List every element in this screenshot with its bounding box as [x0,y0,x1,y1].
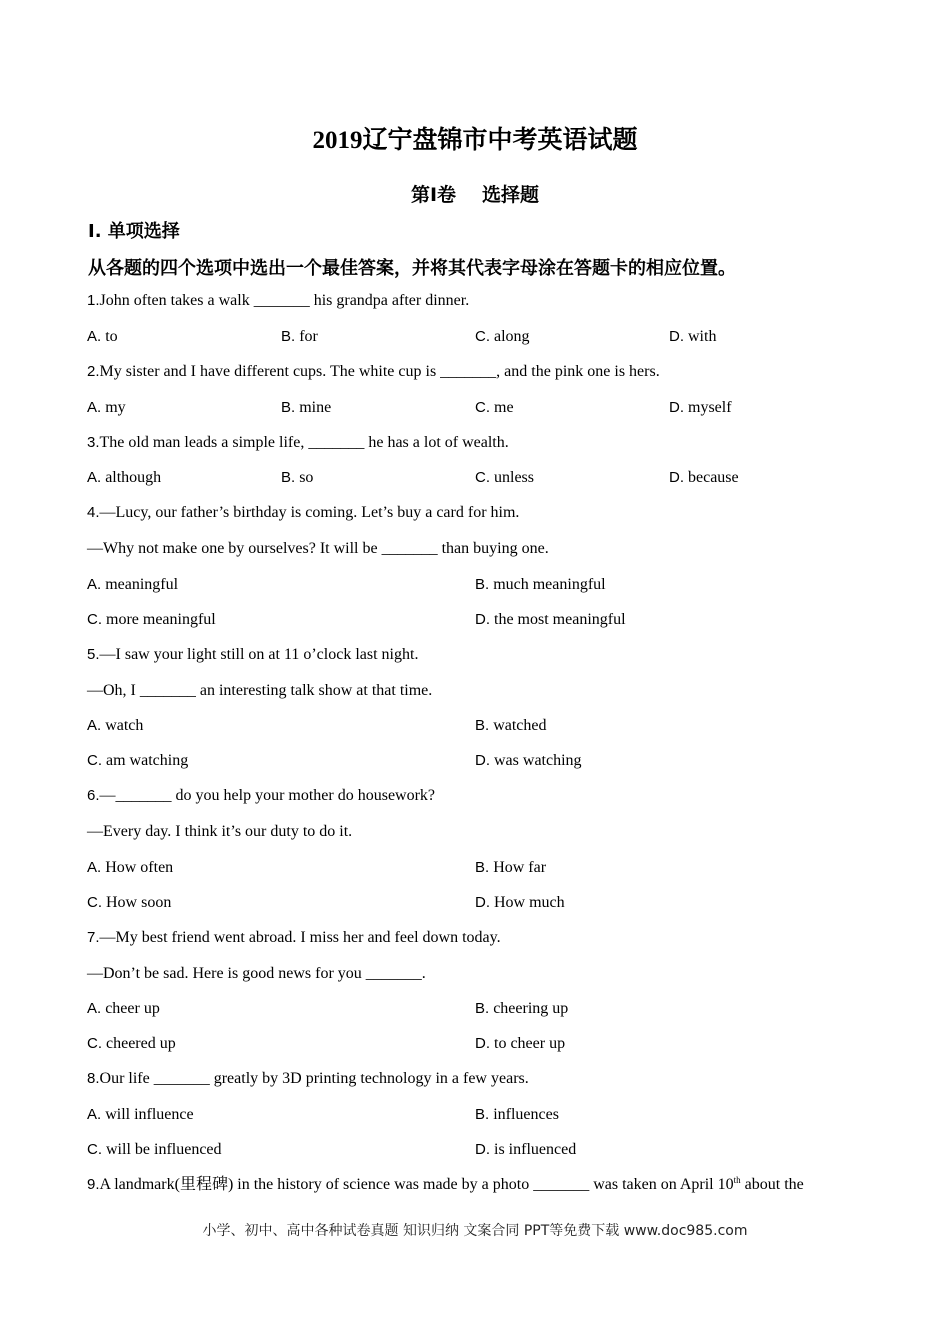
q5-option-d: D. was watching [475,752,582,769]
q6-option-d: D. How much [475,894,565,911]
question-7-stem: 7.—My best friend went abroad. I miss her and feel down today. [87,929,501,946]
q3-option-d: D. because [669,469,739,486]
question-1-stem: 1.John often takes a walk _______ his grandpa after dinner. [87,292,470,309]
question-5-stem: 5.—I saw your light still on at 11 o’clock last night. [87,646,419,663]
title-text: 辽宁盘锦市中考英语试题 [362,125,638,154]
document-title [0,120,950,156]
question-2-stem: 2.My sister and I have different cups. The white cup is _______, and the pink one is hers. [87,363,660,380]
q5-option-c: C. am watching [87,752,189,769]
volume-name: 选择题 [482,184,540,206]
q6-option-a: A. How often [87,859,174,876]
q1-option-b: B. for [281,328,318,345]
q1-option-a: A. to [87,328,118,345]
page-footer: 小学、初中、高中各种试卷真题 知识归纳 文案合同 PPT等免费下载 www.doc985.com [202,1223,748,1239]
volume-label: 第Ⅰ卷 [410,184,457,206]
q5-option-b: B. watched [475,717,547,734]
q1-option-c: C. along [475,328,530,345]
question-7-reply: —Don’t be sad. Here is good news for you _______. [87,965,426,982]
q4-option-c: C. more meaningful [87,611,216,628]
question-6-stem: 6.—_______ do you help your mother do housework? [87,787,436,804]
q7-option-c: C. cheered up [87,1035,176,1052]
q3-option-a: A. although [87,469,162,486]
q8-option-b: B. influences [475,1106,559,1123]
question-3-stem: 3.The old man leads a simple life, _______ he has a lot of wealth. [87,434,509,451]
section-heading: Ⅰ. 单项选择 [88,221,180,242]
q3-option-c: C. unless [475,469,534,486]
question-8-stem: 8.Our life _______ greatly by 3D printing technology in a few years. [87,1070,529,1087]
q2-option-d: D. myself [669,399,732,416]
q1-option-d: D. with [669,328,717,345]
q6-option-c: C. How soon [87,894,172,911]
section-instruction: 从各题的四个选项中选出一个最佳答案，并将其代表字母涂在答题卡的相应位置。 [88,258,736,279]
q7-option-d: D. to cheer up [475,1035,566,1052]
question-5-reply: —Oh, I _______ an interesting talk show at that time. [87,682,433,699]
q8-option-d: D. is influenced [475,1141,577,1158]
q3-option-b: B. so [281,469,314,486]
q6-option-b: B. How far [475,859,547,876]
q5-option-a: A. watch [87,717,144,734]
q2-option-b: B. mine [281,399,332,416]
q7-option-b: B. cheering up [475,1000,569,1017]
q7-option-a: A. cheer up [87,1000,160,1017]
question-6-reply: —Every day. I think it’s our duty to do it. [87,823,353,840]
q8-option-c: C. will be influenced [87,1141,222,1158]
q8-option-a: A. will influence [87,1106,194,1123]
q4-option-b: B. much meaningful [475,576,606,593]
q4-option-a: A. meaningful [87,576,179,593]
question-4-reply: —Why not make one by ourselves? It will be _______ than buying one. [87,540,549,557]
volume-heading [0,180,950,207]
q4-option-d: D. the most meaningful [475,611,626,628]
q2-option-a: A. my [87,399,126,416]
question-4-stem: 4.—Lucy, our father’s birthday is coming. Let’s buy a card for him. [87,504,520,521]
question-9-stem: 9.A landmark(里程碑) in the history of science was made by a photo _______ was taken on April 10th about the [87,1175,804,1193]
q2-option-c: C. me [475,399,514,416]
title-year: 2019 [312,127,363,154]
